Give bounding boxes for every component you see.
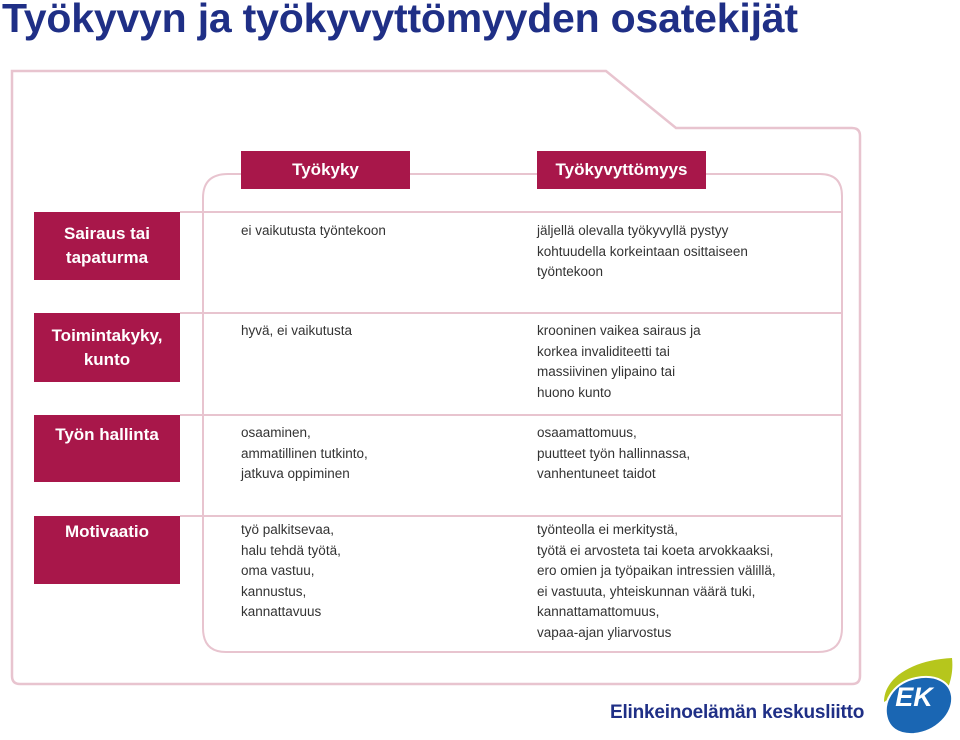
cell-line: työ palkitsevaa, [241,522,335,537]
cell-functional-disability [537,321,701,403]
cell-illness-disability [537,221,748,283]
cell-line: huono kunto [537,384,612,400]
cell-line: krooninen vaikea sairaus ja [537,323,701,338]
row-label-line: Sairaus tai [64,224,150,243]
cell-motivation-disability [537,520,776,643]
slide-title: Työkyvyn ja työkyvyttömyyden osatekijät [2,0,798,41]
cell-line: halu tehdä työtä, [241,542,341,558]
row-label-line: kunto [83,349,131,369]
cell-line: vanhentuneet taidot [537,466,656,481]
cell-line: oma vastuu, [241,563,315,578]
cell-line: kannattamattomuus, [537,604,660,619]
cell-line: massiivinen ylipaino tai [537,364,676,379]
cell-mastery-ability [241,423,368,485]
organization-name: Elinkeinoelämän keskusliitto [610,702,865,723]
cell-line: ammatillinen tutkinto, [241,445,368,461]
cell-line: työnteolla ei merkitystä, [537,522,679,537]
row-label-work-mastery [34,415,180,482]
row-label-illness [34,212,180,280]
cell-line: korkea invaliditeetti tai [537,343,670,359]
cell-line: kannattavuus [241,604,322,619]
cell-line: puutteet työn hallinnassa, [537,445,691,461]
column-header-ability: Työkyky [241,151,410,189]
row-label-line: Motivaatio [64,522,150,541]
cell-line: työntekoon [537,264,604,279]
row-label-line: tapaturma [65,248,149,267]
cell-mastery-disability [537,423,690,485]
ek-logo-text: EK [895,682,933,712]
cell-motivation-ability [241,520,341,623]
cell-line: osaamattomuus, [537,425,637,440]
cell-line: vapaa-ajan yliarvostus [537,624,672,640]
cell-line: kohtuudella korkeintaan osittaiseen [537,243,748,259]
cell-line: ei vastuuta, yhteiskunnan väärä tuki, [537,583,756,599]
cell-line: osaaminen, [241,425,311,440]
row-label-functional-capacity [34,313,180,382]
cell-line: jäljellä olevalla työkyvyllä pystyy [537,223,729,238]
cell-illness-ability [241,221,386,242]
cell-functional-ability [241,321,352,342]
row-label-line: Toimintakyky, [51,325,163,345]
cell-line: työtä ei arvosteta tai koeta arvokkaaksi, [537,542,774,558]
cell-line: hyvä, ei vaikutusta [241,323,353,338]
cell-line: jatkuva oppiminen [241,466,350,481]
row-label-motivation [34,516,180,584]
row-label-line: Työn hallinta [55,425,159,444]
cell-line: kannustus, [241,583,307,599]
cell-line: ei vaikutusta työntekoon [241,223,386,238]
cell-line: ero omien ja työpaikan intressien välillä, [537,563,776,578]
column-header-disability: Työkyvyttömyys [537,151,706,189]
